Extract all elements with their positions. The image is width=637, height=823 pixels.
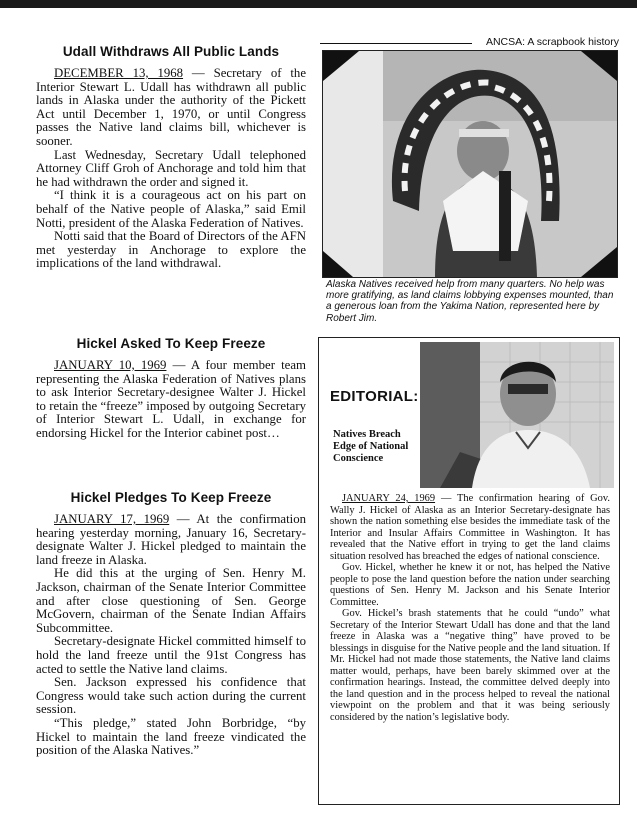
article-body [36,513,306,758]
article-hickel-asked [36,336,306,441]
article-paragraph: Secretary-designate Hickel committed himself to hold the land freeze until the 91st Congress has acted to settle the Native land claims. [36,634,306,676]
editorial-subhead: Natives Breach Edge of National Conscience [333,429,409,464]
photo-caption: Alaska Natives received help from many quarters. No help was more gratifying, as land claims lobbying expenses mounted, than a generous loan from the Yakima Nation, represented here by Robert Jim. [326,279,614,324]
article-udall-withdraws [36,44,306,271]
article-paragraph: Notti said that the Board of Directors of the AFN met yesterday in Anchorage to explore the implications of the land withdrawal. [36,229,306,271]
article-lead: — A four member team representing the Alaska Federation of Natives plans to ask Interior Secretary-designee Walter J. Hickel to retain the “freeze” imposed by outgoing Secretary of Interior Stewart L. Udall, in exchange for endorsing Hickel for the Interior cabinet post… [36,358,306,440]
article-hickel-pledges [36,490,306,758]
article-headline: Hickel Pledges To Keep Freeze [70,490,272,505]
portrait-photo [420,342,614,488]
article-lead: — Secretary of the Interior Stewart L. Udall has withdrawn all public lands in Alaska under the authority of the Pickett Act until December 1, 1970, or until Congress passes the Native land claims bill, whichever is sooner. [36,66,306,148]
editorial-paragraph: Gov. Hickel, whether he knew it or not, has helped the Native people to pose the land question before the nation under searching questions of Sen. Henry M. Jackson and his Senate Interior Committee. [330,562,610,608]
article-body [36,67,306,271]
article-paragraph: Sen. Jackson expressed his confidence that Congress would take such action during the current session. [36,675,306,717]
editorial-paragraph: Gov. Hickel’s brash statements that he could “undo” what Secretary of the Interior Stewart Udall has done and that the land freeze in Alaska was a “negative thing” have proved to be blessings in disguise for the Native people and the land situation. If Mr. Hickel had not made those statements, the Native land claims matter would, perhaps, have been barely skimmed over at the confirmation hearings. Instead, the committee delved deeply into the land question and in the process helped to reveal the national viewpoint on the problem and that it was being seriously considered by the nation’s legislative body. [330,608,610,723]
running-head-rule [320,43,472,44]
article-dateline: JANUARY 17, 1969 [54,512,170,526]
headdress-photo-image [323,51,617,277]
editorial-dateline: JANUARY 24, 1969 [342,493,436,504]
running-head: ANCSA: A scrapbook history [485,36,619,48]
article-dateline: DECEMBER 13, 1968 [54,66,184,80]
editorial-label: EDITORIAL: [330,388,419,405]
article-paragraph: “I think it is a courageous act on his part on behalf of the Native people of Alaska,” said Emil Notti, president of the Alaska Federation of Natives. [36,188,306,230]
portrait-photo-image [420,342,614,488]
article-headline: Udall Withdraws All Public Lands [62,44,280,59]
editorial-body [330,493,610,723]
article-dateline: JANUARY 10, 1969 [54,358,167,372]
article-headline: Hickel Asked To Keep Freeze [76,336,266,351]
article-lead: — At the confirmation hearing yesterday morning, January 16, Secretary-designate Walter J. Hickel pledged to maintain the land freeze in Alaska. [36,512,306,567]
top-edge-bar [0,0,637,8]
article-body [36,359,306,441]
headdress-photo [322,50,618,278]
editorial-lead: — The confirmation hearing of Gov. Wally J. Hickel of Alaska as an Interior Secretary-designate has shown the nation something else besides the immediate task of the Interior and Insular Affairs Committee in Washington. It has revealed that the Native effort in trying to get the land claims situation resolved has breached the edges of national conscience. [330,493,610,562]
article-paragraph: He did this at the urging of Sen. Henry M. Jackson, chairman of the Senate Interior Committee and after close questioning of Sen. George McGovern, chairman of the Senate Indian Affairs Subcommittee. [36,566,306,635]
article-paragraph: “This pledge,” stated John Borbridge, “by Hickel to maintain the land freeze vindicated the position of the Alaska Natives.” [36,715,306,758]
article-paragraph: Last Wednesday, Secretary Udall telephoned Attorney Cliff Groh of Anchorage and told him that he had withdrawn the order and signed it. [36,147,306,189]
